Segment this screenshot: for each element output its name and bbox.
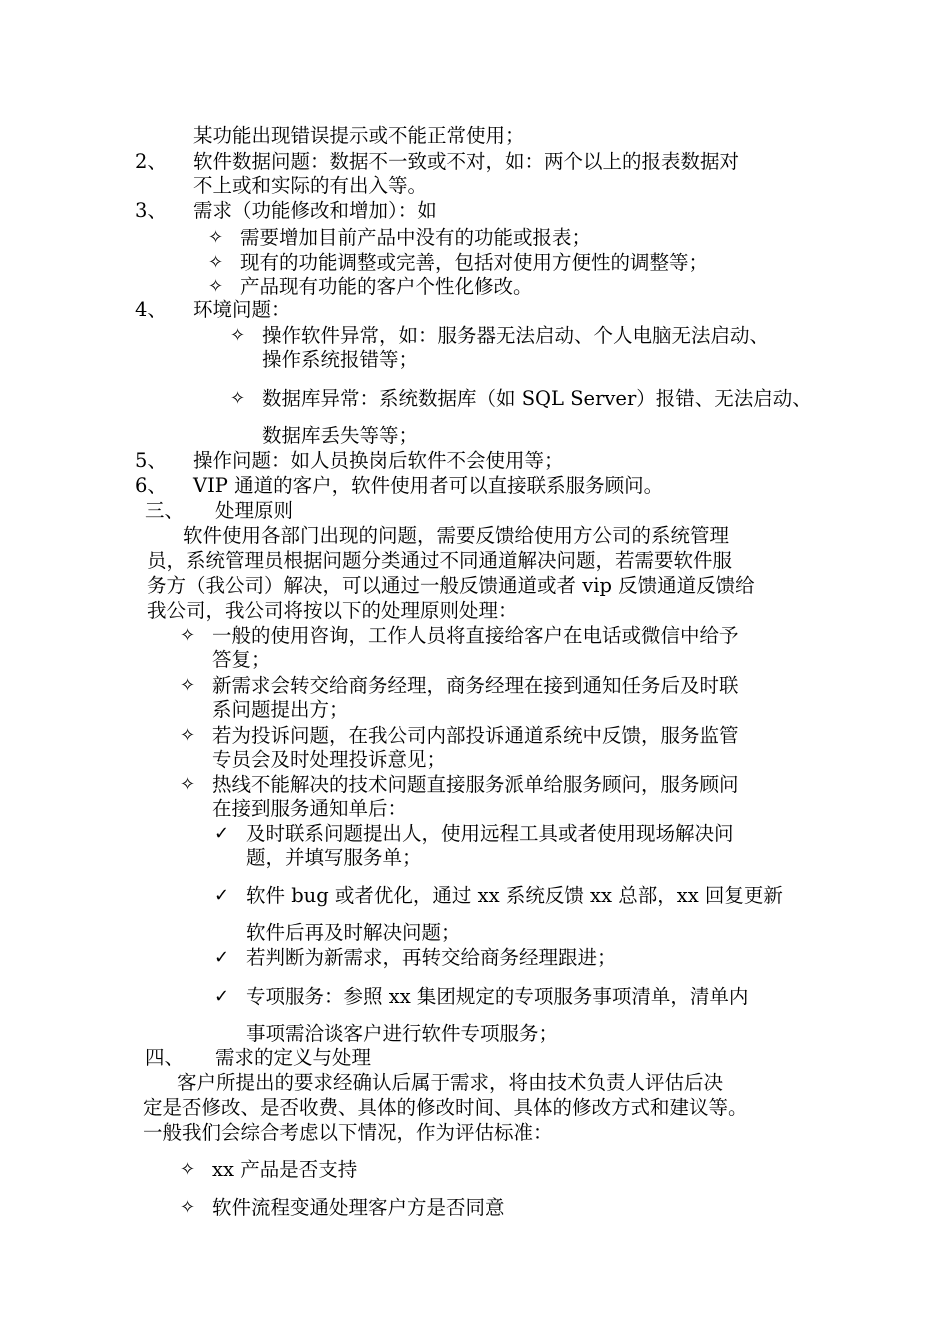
diamond-bullet-icon: ✧: [208, 276, 224, 297]
paragraph-line: 我公司，我公司将按以下的处理原则处理：: [147, 599, 518, 622]
list-number: 6、: [135, 474, 167, 497]
list-item: 新需求会转交给商务经理，商务经理在接到通知任务后及时联: [212, 674, 739, 697]
paragraph-line: 务方（我公司）解决，可以通过一般反馈通道或者 vip 反馈通道反馈给: [147, 574, 755, 597]
list-item: 专员会及时处理投诉意见；: [212, 748, 447, 771]
diamond-bullet-icon: ✧: [180, 725, 196, 746]
list-item: 事项需洽谈客户进行软件专项服务；: [246, 1022, 559, 1045]
check-bullet-icon: ✓: [214, 986, 230, 1007]
list-item: 数据库异常：系统数据库（如 SQL Server）报错、无法启动、: [262, 387, 812, 410]
list-item: 数据库丢失等等；: [262, 424, 419, 447]
section-number: 三、: [145, 499, 185, 522]
diamond-bullet-icon: ✧: [180, 1197, 196, 1218]
diamond-bullet-icon: ✧: [208, 252, 224, 273]
diamond-bullet-icon: ✧: [230, 325, 246, 346]
text-line: 软件数据问题：数据不一致或不对，如：两个以上的报表数据对: [193, 150, 740, 173]
diamond-bullet-icon: ✧: [180, 774, 196, 795]
check-bullet-icon: ✓: [214, 885, 230, 906]
diamond-bullet-icon: ✧: [180, 1159, 196, 1180]
list-item: 系问题提出方；: [212, 698, 349, 721]
text-line: 需求（功能修改和增加）：如: [193, 199, 437, 222]
text-line: 某功能出现错误提示或不能正常使用；: [193, 124, 525, 147]
diamond-bullet-icon: ✧: [230, 388, 246, 409]
section-title: 需求的定义与处理: [215, 1046, 372, 1069]
check-bullet-icon: ✓: [214, 947, 230, 968]
list-item: 产品现有功能的客户个性化修改。: [240, 275, 533, 298]
text-line: 操作问题：如人员换岗后软件不会使用等；: [193, 449, 564, 472]
list-number: 5、: [135, 449, 167, 472]
check-bullet-icon: ✓: [214, 823, 230, 844]
list-item: 软件流程变通处理客户方是否同意: [212, 1196, 505, 1219]
paragraph-line: 软件使用各部门出现的问题，需要反馈给使用方公司的系统管理: [183, 524, 730, 547]
text-line: 不上或和实际的有出入等。: [193, 174, 428, 197]
paragraph-line: 员，系统管理员根据问题分类通过不同通道解决问题，若需要软件服: [147, 549, 733, 572]
list-item: 操作系统报错等；: [262, 348, 419, 371]
text-line: VIP 通道的客户，软件使用者可以直接联系服务顾问。: [193, 474, 664, 497]
diamond-bullet-icon: ✧: [180, 625, 196, 646]
list-item: 及时联系问题提出人，使用远程工具或者使用现场解决问: [246, 822, 734, 845]
section-number: 四、: [145, 1046, 185, 1069]
list-item: 现有的功能调整或完善，包括对使用方便性的调整等；: [240, 251, 709, 274]
list-number: 3、: [135, 199, 167, 222]
section-title: 处理原则: [215, 499, 294, 522]
list-item: 若为投诉问题，在我公司内部投诉通道系统中反馈，服务监管: [212, 724, 739, 747]
list-item: 专项服务：参照 xx 集团规定的专项服务事项清单，清单内: [246, 985, 749, 1008]
list-item: 软件后再及时解决问题；: [246, 921, 461, 944]
list-item: 热线不能解决的技术问题直接服务派单给服务顾问，服务顾问: [212, 773, 739, 796]
diamond-bullet-icon: ✧: [208, 227, 224, 248]
list-item: xx 产品是否支持: [212, 1158, 358, 1181]
list-number: 2、: [135, 150, 167, 173]
diamond-bullet-icon: ✧: [180, 675, 196, 696]
list-item: 答复；: [212, 648, 271, 671]
text-line: 环境问题：: [193, 298, 291, 321]
list-item: 一般的使用咨询，工作人员将直接给客户在电话或微信中给予: [212, 624, 739, 647]
paragraph-line: 客户所提出的要求经确认后属于需求，将由技术负责人评估后决: [177, 1071, 724, 1094]
paragraph-line: 一般我们会综合考虑以下情况，作为评估标准：: [143, 1121, 553, 1144]
list-number: 4、: [135, 298, 167, 321]
list-item: 需要增加目前产品中没有的功能或报表；: [240, 226, 592, 249]
list-item: 题，并填写服务单；: [246, 846, 422, 869]
list-item: 软件 bug 或者优化，通过 xx 系统反馈 xx 总部，xx 回复更新: [246, 884, 783, 907]
list-item: 在接到服务通知单后：: [212, 797, 408, 820]
list-item: 操作软件异常，如：服务器无法启动、个人电脑无法启动、: [262, 324, 770, 347]
paragraph-line: 定是否修改、是否收费、具体的修改时间、具体的修改方式和建议等。: [143, 1096, 748, 1119]
list-item: 若判断为新需求，再转交给商务经理跟进；: [246, 946, 617, 969]
